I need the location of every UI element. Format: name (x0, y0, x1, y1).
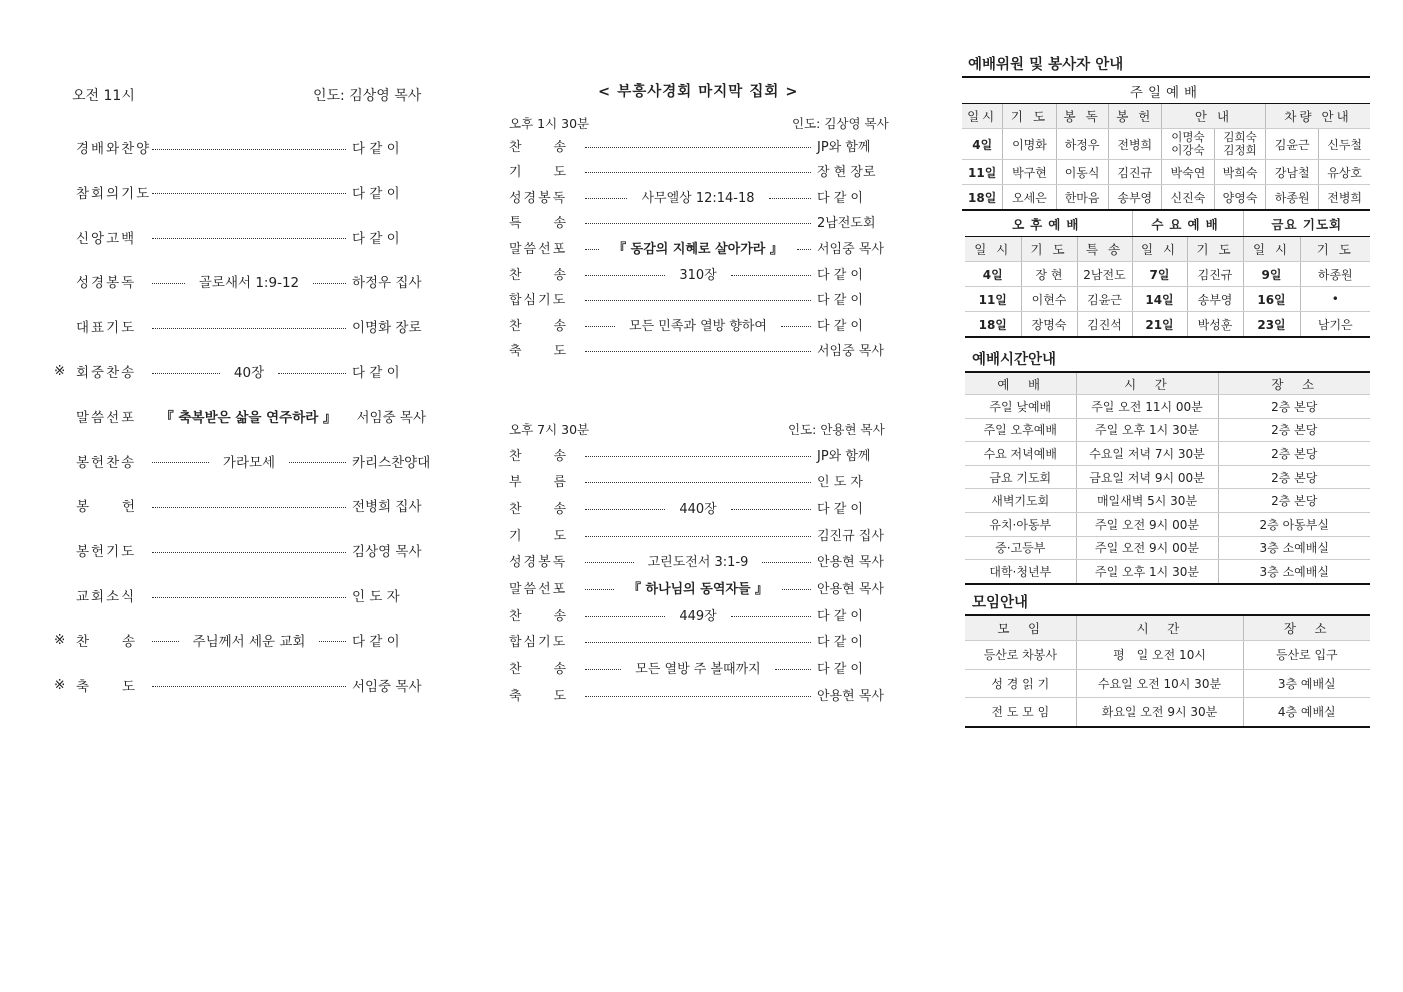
table-cell: 김희숙 김정희 (1215, 129, 1266, 160)
dotted-leader (585, 482, 811, 483)
service-row-person: 김상영 목사 (352, 544, 422, 561)
table-row (965, 312, 1370, 338)
service-row-detail: 고린도전서 3:1-9 (640, 551, 757, 570)
dotted-leader (585, 589, 614, 590)
service-row-person: JP와 함께 (817, 448, 871, 464)
dotted-leader (585, 300, 811, 301)
table-cell: 박희숙 (1215, 160, 1266, 185)
table-cell: 수요 저녁예배 (965, 442, 1076, 466)
table-cell: 평 일 오전 10시 (1076, 641, 1243, 670)
service-row (76, 316, 426, 336)
table-cell: 장명숙 (1021, 312, 1077, 338)
service-row-person: 서임중 목사 (817, 241, 884, 257)
service-row (509, 604, 889, 624)
service-row-label: 참회의기도 (76, 185, 152, 202)
service-row-detail: 『 축복받은 삶을 연주하라 』 (152, 406, 344, 426)
table-row (965, 698, 1370, 727)
table-cell: 2층 아동부실 (1218, 512, 1370, 536)
table-cell: 전병희 (1319, 185, 1370, 211)
table-row (965, 536, 1370, 560)
dotted-leader (585, 562, 634, 563)
table-cell: 4층 예배실 (1243, 698, 1370, 727)
dotted-leader (585, 642, 811, 643)
service-row-detail: 『 하나님의 동역자들 』 (620, 578, 776, 597)
afternoon-leader: 인도: 김상영 목사 (792, 116, 889, 131)
service-row (54, 630, 426, 650)
section-title-service-times: 예배시간안내 (972, 352, 1057, 368)
service-row-label: 합심기도 (509, 635, 568, 651)
table-header-cell: 일 시 (965, 237, 1021, 262)
table-header-cell: 봉 헌 (1108, 104, 1161, 129)
service-row-label: 봉헌기도 (76, 544, 137, 561)
table-cell: 2남전도 (1077, 262, 1132, 287)
service-row-person: 김진규 집사 (817, 528, 884, 544)
table-header-cell: 기 도 (1003, 104, 1056, 129)
dotted-leader (152, 238, 346, 239)
table-cell: 11일 (965, 287, 1021, 312)
table-cell: 3층 예배실 (1243, 669, 1370, 698)
table-cell: 21일 (1132, 312, 1187, 338)
table-cell: 매일새벽 5시 30분 (1076, 489, 1218, 513)
service-group-title: 수요예배 (1132, 211, 1243, 237)
table-header-cell: 일 시 (1132, 237, 1187, 262)
table-cell: 신진숙 (1161, 185, 1214, 211)
table-cell: 2층 본당 (1218, 489, 1370, 513)
table-header-cell: 봉 독 (1056, 104, 1108, 129)
asterisk-mark: ※ (54, 631, 66, 648)
table-cell: 2층 본당 (1218, 465, 1370, 489)
table-cell: 금요 기도회 (965, 465, 1076, 489)
service-row (509, 631, 889, 651)
table-cell: 김진규 (1187, 262, 1243, 287)
dotted-leader (585, 351, 811, 352)
table-row (965, 287, 1370, 312)
service-row (76, 406, 426, 426)
table-cell: 수요일 저녁 7시 30분 (1076, 442, 1218, 466)
table-row (965, 669, 1370, 698)
service-row-label: 경배와찬양 (76, 141, 152, 157)
table-cell: 중·고등부 (965, 536, 1076, 560)
service-row (509, 289, 889, 309)
service-row-label: 말씀선포 (509, 241, 568, 257)
service-row (509, 551, 889, 571)
service-row-person: JP와 함께 (817, 139, 871, 155)
service-row-person: 전병희 집사 (352, 499, 422, 516)
table-header-cell: 시 간 (1076, 615, 1243, 641)
service-row (509, 524, 889, 544)
table-header-cell: 일시 (962, 104, 1003, 129)
table-row (965, 512, 1370, 536)
table-cell: 18일 (965, 312, 1021, 338)
service-row-label: 찬 송 (76, 633, 138, 650)
service-row-detail: 『 동감의 지혜로 살아가라 』 (605, 238, 791, 257)
table-cell: 김진규 (1108, 160, 1161, 185)
dotted-leader (585, 536, 811, 537)
table-cell: 화요일 오전 9시 30분 (1076, 698, 1243, 727)
table-cell: 김윤근 (1266, 129, 1319, 160)
dotted-leader (278, 373, 346, 374)
table-cell: 3층 소예배실 (1218, 560, 1370, 584)
table-cell: 성 경 읽 기 (965, 669, 1076, 698)
table-cell: 이동식 (1056, 160, 1108, 185)
dotted-leader (731, 275, 811, 276)
service-row-label: 말씀선포 (509, 582, 568, 597)
dotted-leader (152, 552, 346, 553)
service-row-label: 찬 송 (509, 448, 569, 464)
dotted-leader (731, 616, 811, 617)
service-row-detail: 주님께서 세운 교회 (185, 630, 314, 650)
dotted-leader (152, 641, 179, 642)
table-cell: 송부영 (1108, 185, 1161, 211)
dotted-leader (152, 597, 346, 598)
service-row (54, 361, 426, 381)
service-row (509, 237, 889, 257)
dotted-leader (152, 193, 346, 194)
service-row-label: 봉 헌 (76, 499, 138, 516)
table-cell: 하정우 (1056, 129, 1108, 160)
service-group-title: 금요 기도회 (1243, 211, 1370, 237)
service-row-label: 부 름 (509, 475, 569, 491)
table-cell: 김진석 (1077, 312, 1132, 338)
service-row-label: 찬 송 (509, 139, 569, 155)
service-row-person: 다 같 이 (817, 662, 863, 678)
table-row (965, 465, 1370, 489)
service-row-person: 다 같 이 (817, 635, 863, 651)
service-row-person: 서임중 목사 (352, 678, 422, 695)
service-row-person: 서임중 목사 (817, 344, 884, 360)
dotted-leader (289, 462, 346, 463)
other-services-table (965, 211, 1370, 338)
table-cell: 9일 (1243, 262, 1300, 287)
service-row (509, 314, 889, 334)
service-row (509, 135, 889, 155)
table-cell: 이명화 (1003, 129, 1056, 160)
service-row-detail: 449장 (671, 605, 724, 624)
left-service-time: 오전 11시 (72, 88, 135, 104)
service-row-label: 성경봉독 (509, 555, 568, 571)
service-times-table (965, 371, 1370, 585)
table-cell: 대학·청년부 (965, 560, 1076, 584)
dotted-leader (585, 249, 599, 250)
dotted-leader (585, 669, 621, 670)
dotted-leader (585, 456, 811, 457)
sunday-volunteers-table (962, 76, 1370, 211)
table-header-cell: 안 내 (1161, 104, 1265, 129)
table-cell: 주일 오전 9시 00분 (1076, 536, 1218, 560)
dotted-leader (152, 373, 220, 374)
afternoon-time: 오후 1시 30분 (509, 116, 590, 131)
table-cell: 한마음 (1056, 185, 1108, 211)
service-row (509, 186, 889, 206)
table-cell: 박숙연 (1161, 160, 1214, 185)
dotted-leader (152, 149, 346, 150)
service-row-detail: 모든 열방 주 볼때까지 (627, 658, 768, 677)
table-header-cell: 시 간 (1076, 372, 1218, 395)
service-row-label: 찬 송 (509, 267, 569, 283)
left-service-leader: 인도: 김상영 목사 (313, 88, 422, 104)
service-row (509, 658, 889, 678)
service-row-label: 특 송 (509, 216, 569, 232)
table-cell: 주일 오후예배 (965, 418, 1076, 442)
service-row-detail: 40장 (226, 361, 272, 381)
service-row-detail: 가라모세 (215, 451, 283, 471)
service-row (509, 340, 889, 360)
dotted-leader (781, 326, 811, 327)
service-row-person: 다 같 이 (817, 267, 863, 283)
service-row-label: 축 도 (509, 344, 569, 360)
table-cell: 전병희 (1108, 129, 1161, 160)
service-row-label: 기 도 (509, 528, 569, 544)
evening-time: 오후 7시 30분 (509, 422, 590, 437)
asterisk-mark: ※ (54, 676, 66, 693)
table-row (962, 129, 1370, 160)
service-row-label: 성경봉독 (76, 275, 137, 292)
table-cell: 주일 오후 1시 30분 (1076, 418, 1218, 442)
service-row-label: 회중찬송 (76, 365, 137, 381)
table-cell: 주일 오전 9시 00분 (1076, 512, 1218, 536)
service-row-person: 2남전도회 (817, 216, 876, 232)
service-row-person: 장 현 장로 (817, 165, 876, 181)
service-row-label: 말씀선포 (76, 409, 137, 426)
dotted-leader (585, 172, 811, 173)
dotted-leader (152, 507, 346, 508)
service-row-person: 카리스찬양대 (352, 454, 431, 471)
table-cell: 신두철 (1319, 129, 1370, 160)
table-header-cell: 기 도 (1300, 237, 1370, 262)
service-row-label: 축 도 (76, 678, 138, 695)
service-row (76, 227, 426, 247)
table-cell: • (1300, 287, 1370, 312)
section-title-volunteers: 예배위원 및 봉사자 안내 (968, 57, 1124, 73)
dotted-leader (782, 589, 811, 590)
service-row-label: 축 도 (509, 688, 569, 704)
table-cell: 박성훈 (1187, 312, 1243, 338)
table-cell: 전 도 모 임 (965, 698, 1076, 727)
table-cell: 주일 낮예배 (965, 395, 1076, 419)
table-cell: 2층 본당 (1218, 395, 1370, 419)
table-header-cell: 장 소 (1218, 372, 1370, 395)
service-row-label: 찬 송 (509, 608, 569, 624)
service-row-person: 다 같 이 (817, 608, 863, 624)
dotted-leader (585, 696, 811, 697)
dotted-leader (775, 669, 811, 670)
asterisk-mark: ※ (54, 363, 66, 379)
service-row (76, 495, 426, 515)
table-cell: 16일 (1243, 287, 1300, 312)
service-row (509, 471, 889, 491)
dotted-leader (762, 562, 811, 563)
table-header-cell: 장 소 (1243, 615, 1370, 641)
service-row-person: 다 같 이 (352, 185, 400, 202)
service-row (509, 497, 889, 517)
service-row-person: 인 도 자 (352, 589, 400, 605)
service-row (509, 684, 889, 704)
table-cell: 송부영 (1187, 287, 1243, 312)
service-row (509, 212, 889, 232)
table-cell: 18일 (962, 185, 1003, 211)
service-row-person: 다 같 이 (352, 230, 400, 247)
service-row-person: 다 같 이 (817, 190, 863, 206)
table-cell: 4일 (962, 129, 1003, 160)
service-row-person: 다 같 이 (817, 293, 863, 309)
table-row (965, 560, 1370, 584)
section-title-meetings: 모임안내 (972, 595, 1029, 611)
service-row-detail: 310장 (671, 264, 724, 283)
dotted-leader (585, 509, 665, 510)
table-cell: 이현수 (1021, 287, 1077, 312)
table-cell: 수요일 오전 10시 30분 (1076, 669, 1243, 698)
service-row-person: 다 같 이 (352, 633, 400, 650)
table-row (962, 160, 1370, 185)
dotted-leader (152, 328, 346, 329)
service-row-label: 합심기도 (509, 293, 568, 309)
table-row (965, 442, 1370, 466)
dotted-leader (585, 147, 811, 148)
table-row (962, 185, 1370, 211)
dotted-leader (313, 283, 346, 284)
service-row-label: 성경봉독 (509, 190, 568, 206)
table-cell: 김윤근 (1077, 287, 1132, 312)
service-row (509, 263, 889, 283)
dotted-leader (797, 249, 811, 250)
service-row-label: 찬 송 (509, 318, 569, 334)
table-cell: 새벽기도회 (965, 489, 1076, 513)
dotted-leader (585, 326, 615, 327)
service-row-label: 대표기도 (76, 320, 137, 337)
table-cell: 금요일 저녁 9시 00분 (1076, 465, 1218, 489)
service-row-detail: 440장 (671, 498, 724, 517)
dotted-leader (585, 275, 665, 276)
table-header-cell: 차량 안내 (1266, 104, 1370, 129)
service-row-label: 교회소식 (76, 589, 137, 605)
service-row (509, 578, 889, 598)
service-row (76, 271, 426, 291)
service-row (509, 161, 889, 181)
table-cell: 3층 소예배실 (1218, 536, 1370, 560)
table-header-cell: 모 임 (965, 615, 1076, 641)
table-header-cell: 특 송 (1077, 237, 1132, 262)
service-row-person: 이명화 장로 (352, 320, 422, 337)
table-cell: 남기은 (1300, 312, 1370, 338)
service-row-label: 신앙고백 (76, 230, 137, 247)
service-row (76, 585, 426, 605)
table-cell: 하종원 (1300, 262, 1370, 287)
dotted-leader (769, 198, 811, 199)
dotted-leader (731, 509, 811, 510)
table-cell: 강남철 (1266, 160, 1319, 185)
table-row (965, 262, 1370, 287)
table-cell: 14일 (1132, 287, 1187, 312)
service-row-person: 안용현 목사 (817, 555, 884, 571)
evening-leader: 인도: 안용현 목사 (788, 422, 885, 437)
service-row-detail: 모든 민족과 열방 향하여 (621, 315, 775, 334)
table-header-cell: 기 도 (1187, 237, 1243, 262)
dotted-leader (152, 462, 209, 463)
service-row-detail: 사무엘상 12:14-18 (633, 187, 762, 206)
service-row-person: 다 같 이 (817, 501, 863, 517)
service-group-title: 오후예배 (965, 211, 1132, 237)
table-cell: 유치·아동부 (965, 512, 1076, 536)
table-cell: 장 현 (1021, 262, 1077, 287)
service-row-person: 서임중 목사 (356, 409, 426, 426)
service-row-label: 찬 송 (509, 662, 569, 678)
dotted-leader (585, 198, 627, 199)
dotted-leader (152, 283, 185, 284)
service-row (76, 137, 426, 157)
table-row (965, 641, 1370, 670)
table-cell: 주일 오후 1시 30분 (1076, 560, 1218, 584)
table-row (965, 418, 1370, 442)
table-row (965, 395, 1370, 419)
meetings-table (965, 614, 1370, 728)
dotted-leader (152, 686, 346, 687)
table-row (965, 489, 1370, 513)
table-header-cell: 일 시 (1243, 237, 1300, 262)
table-header-cell: 기 도 (1021, 237, 1077, 262)
table-cell: 23일 (1243, 312, 1300, 338)
service-row (54, 675, 426, 695)
table-cell: 박구현 (1003, 160, 1056, 185)
table-cell: 2층 본당 (1218, 418, 1370, 442)
sunday-service-title: 주일예배 (962, 77, 1370, 104)
table-cell: 11일 (962, 160, 1003, 185)
table-cell: 양영숙 (1215, 185, 1266, 211)
table-cell: 하종원 (1266, 185, 1319, 211)
table-cell: 유상호 (1319, 160, 1370, 185)
service-row (76, 182, 426, 202)
table-cell: 7일 (1132, 262, 1187, 287)
dotted-leader (585, 616, 665, 617)
service-row-person: 하정우 집사 (352, 275, 422, 292)
service-row (76, 451, 431, 471)
table-cell: 등산로 차봉사 (965, 641, 1076, 670)
service-row-person: 다 같 이 (817, 318, 863, 334)
service-row (509, 444, 889, 464)
table-cell: 2층 본당 (1218, 442, 1370, 466)
service-row-person: 안용현 목사 (817, 688, 884, 704)
dotted-leader (585, 223, 811, 224)
service-row-detail: 골로새서 1:9-12 (191, 271, 307, 291)
service-row (76, 540, 426, 560)
service-row-person: 다 같 이 (352, 141, 400, 157)
table-cell: 이명숙 이강숙 (1161, 129, 1214, 160)
table-cell: 주일 오전 11시 00분 (1076, 395, 1218, 419)
service-row-label: 기 도 (509, 165, 569, 181)
table-cell: 등산로 입구 (1243, 641, 1370, 670)
dotted-leader (319, 641, 346, 642)
table-header-cell: 예 배 (965, 372, 1076, 395)
service-row-label: 찬 송 (509, 501, 569, 517)
middle-title: < 부흥사경회 마지막 집회 > (598, 84, 799, 100)
service-row-person: 다 같 이 (352, 365, 400, 381)
table-cell: 4일 (965, 262, 1021, 287)
service-row-person: 안용현 목사 (817, 582, 884, 597)
table-cell: 오세은 (1003, 185, 1056, 211)
service-row-person: 인 도 자 (817, 475, 863, 491)
service-row-label: 봉헌찬송 (76, 454, 137, 471)
